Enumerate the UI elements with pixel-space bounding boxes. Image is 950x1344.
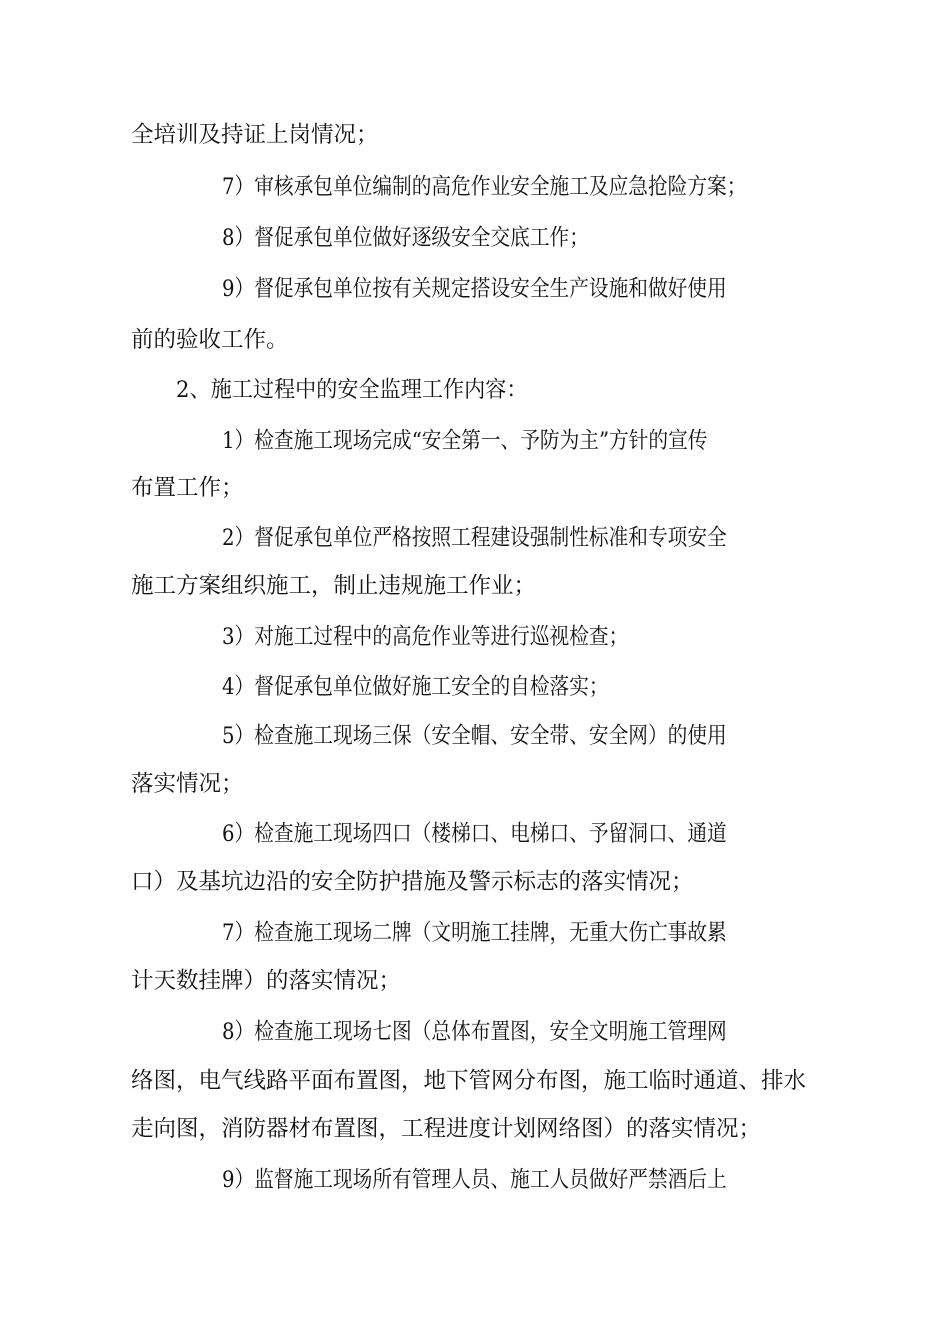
list-item: 1）检查施工现场完成“安全第一、予防为主”方针的宣传 <box>222 428 708 454</box>
list-item: 5）检查施工现场三保（安全帽、安全带、安全网）的使用 <box>222 723 727 749</box>
list-item: 3）对施工过程中的高危作业等进行巡视检查； <box>222 624 629 650</box>
text-line: 施工方案组织施工，制止违规施工作业； <box>131 573 537 599</box>
text-line: 前的验收工作。 <box>131 327 289 353</box>
list-item: 7）检查施工现场二牌（文明施工挂牌，无重大伤亡事故累 <box>222 920 727 946</box>
text-line: 走向图，消防器材布置图，工程进度计划网络图）的落实情况； <box>131 1116 762 1142</box>
list-item: 8）督促承包单位做好逐级安全交底工作； <box>222 225 589 251</box>
text-line: 络图，电气线路平面布置图，地下管网分布图，施工临时通道、排水 <box>131 1068 807 1094</box>
text-line: 计天数挂牌）的落实情况； <box>131 968 402 994</box>
list-item: 6）检查施工现场四口（楼梯口、电梯口、予留洞口、通道 <box>222 821 727 847</box>
list-item: 4）督促承包单位做好施工安全的自检落实； <box>222 674 609 700</box>
section-heading: 2、施工过程中的安全监理工作内容： <box>176 377 528 403</box>
list-item: 8）检查施工现场七图（总体布置图，安全文明施工管理网 <box>222 1019 727 1045</box>
list-item: 9）督促承包单位按有关规定搭设安全生产设施和做好使用 <box>222 276 727 302</box>
list-item: 2）督促承包单位严格按照工程建设强制性标准和专项安全 <box>222 525 727 551</box>
list-item: 7）审核承包单位编制的高危作业安全施工及应急抢险方案； <box>222 174 747 200</box>
text-line: 口）及基坑边沿的安全防护措施及警示标志的落实情况； <box>131 869 694 895</box>
list-item: 9）监督施工现场所有管理人员、施工人员做好严禁酒后上 <box>222 1167 727 1193</box>
text-line: 布置工作； <box>131 475 244 501</box>
text-line: 落实情况； <box>131 771 244 797</box>
text-line: 全培训及持证上岗情况； <box>131 122 379 148</box>
